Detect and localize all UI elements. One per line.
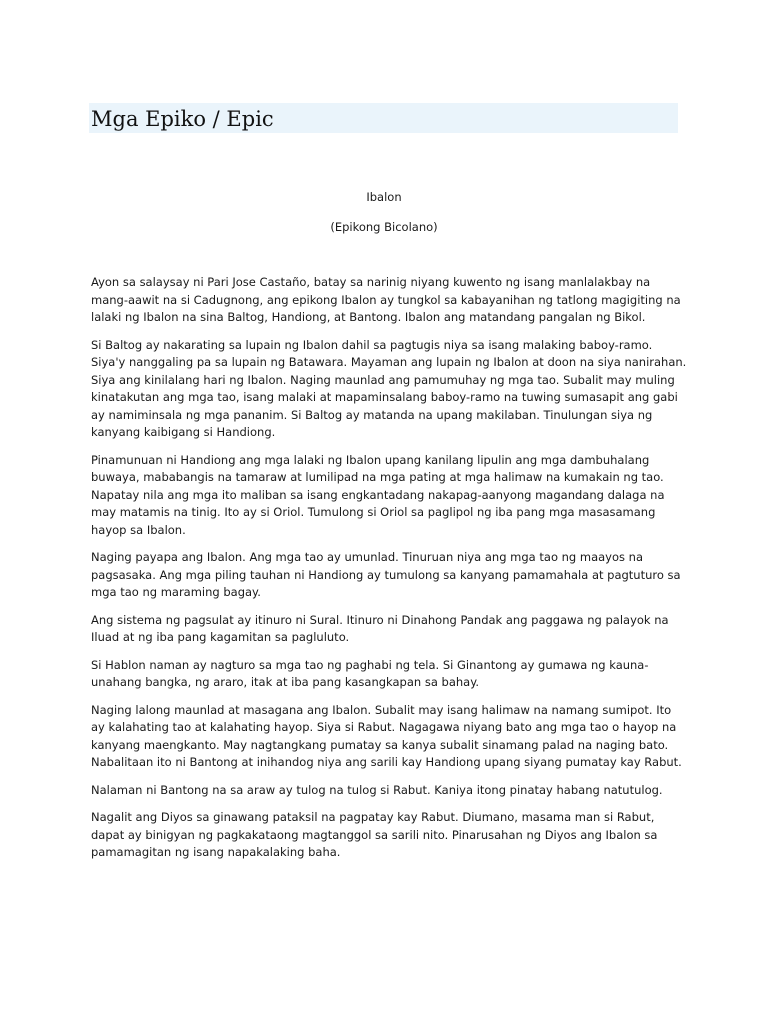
paragraph: Si Hablon naman ay nagturo sa mga tao ng paghabi ng tela. Si Ginantong ay gumawa ng kauna-unahang bangka, ng araro, itak at iba pang kasangkapan sa bahay. [91, 657, 649, 689]
document-body [91, 274, 687, 872]
paragraph: Si Baltog ay nakarating sa lupain ng Ibalon dahil sa pagtugis niya sa isang malaking baboy-ramo. Siya'y nanggaling pa sa lupain ng Batawara. Mayaman ang lupain ng Ibalon at doon na siya nanirahan. Siya ang kinilalang hari ng Ibalon. Naging maunlad ang pamumuhay ng mga tao. Subalit may muling kinatakutan ang mga tao, isang malaki at mapaminsalang baboy-ramo na tuwing sumasapit ang gabi ay namiminsala ng mga pananim. Si Baltog ay matanda na upang makilaban. Tinulungan siya ng kanyang kaibigang si Handiong. [91, 337, 687, 439]
paragraph: Nalaman ni Bantong na sa araw ay tulog na tulog si Rabut. Kaniya itong pinatay habang natutulog. [91, 782, 663, 797]
paragraph: Ayon sa salaysay ni Pari Jose Castaño, batay sa narinig niyang kuwento ng isang manlalakbay na mang-aawit na si Cadugnong, ang epikong Ibalon ay tungkol sa kabayanihan ng tatlong magigiting na lalaki ng Ibalon na sina Baltog, Handiong, at Bantong. Ibalon ang matandang pangalan ng Bikol. [91, 275, 681, 324]
epic-subtitle: (Epikong Bicolano) [330, 220, 438, 234]
paragraph: Naging payapa ang Ibalon. Ang mga tao ay umunlad. Tinuruan niya ang mga tao ng maayos na pagsasaka. Ang mga piling tauhan ni Handiong ay tumulong sa kanyang pamamahala at pagtuturo sa mga tao ng maraming bagay. [91, 550, 681, 599]
paragraph: Pinamunuan ni Handiong ang mga lalaki ng Ibalon upang kanilang lipulin ang mga dambuhalang buwaya, mababangis na tamaraw at lumilipad na mga pating at mga halimaw na kumakain ng tao. Napatay nila ang mga ito maliban sa isang engkantadang nakapag-aanyong magandang dalaga na may matamis na tinig. Ito ay si Oriol. Tumulong si Oriol sa paglipol ng iba pang mga masasamang hayop sa Ibalon. [91, 452, 665, 537]
paragraph: Nagalit ang Diyos sa ginawang pataksil na pagpatay kay Rabut. Diumano, masama man si Rabut, dapat ay binigyan ng pagkakataong magtanggol sa sarili nito. Pinarusahan ng Diyos ang Ibalon sa pamamagitan ng isang napakalaking baha. [91, 810, 658, 859]
paragraph: Naging lalong maunlad at masagana ang Ibalon. Subalit may isang halimaw na namang sumipot. Ito ay kalahating tao at kalahating hayop. Siya si Rabut. Nagagawa niyang bato ang mga tao o hayop na kanyang maengkanto. May nagtangkang pumatay sa kanya subalit sinamang palad na naging bato. Nabalitaan ito ni Bantong at inihandog niya ang sarili kay Handiong upang siyang pumatay kay Rabut. [91, 702, 682, 769]
epic-title: Ibalon [366, 190, 402, 204]
page-heading: Mga Epiko / Epic [91, 107, 274, 131]
paragraph: Ang sistema ng pagsulat ay itinuro ni Sural. Itinuro ni Dinahong Pandak ang paggawa ng palayok na Iluad at ng iba pang kagamitan sa pagluluto. [91, 612, 669, 644]
